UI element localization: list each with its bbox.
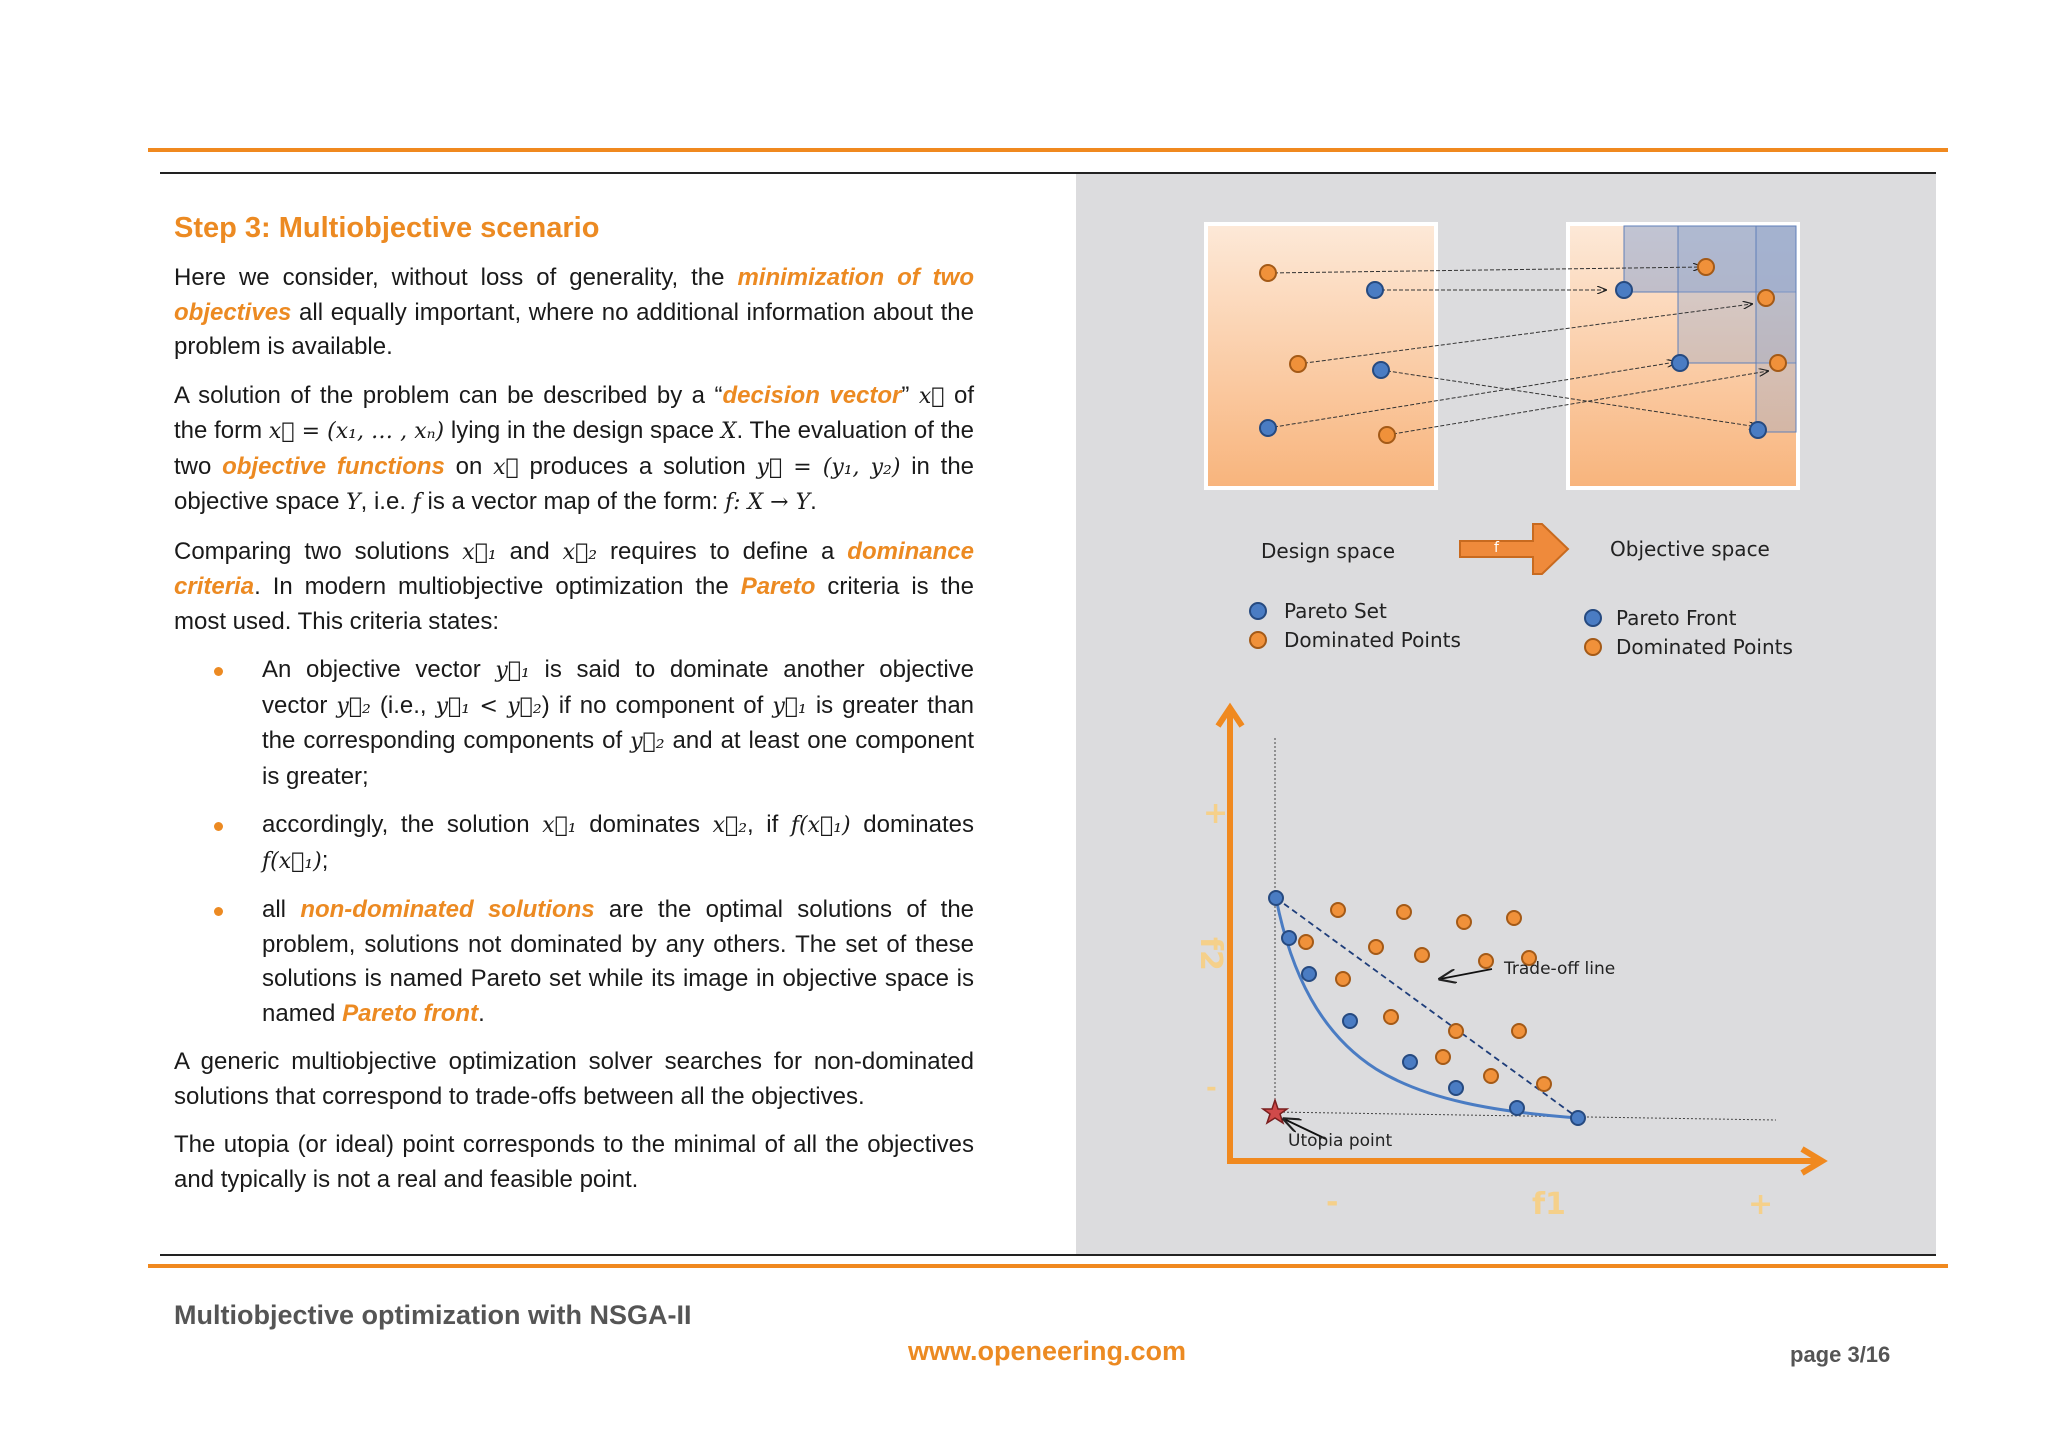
pareto-set-point xyxy=(1367,282,1383,298)
text: , if xyxy=(747,811,791,838)
dominated-point xyxy=(1299,935,1313,949)
dominated-point xyxy=(1758,290,1774,306)
legend-dominated-points: Dominated Points xyxy=(1616,635,1793,659)
pareto-front-point xyxy=(1510,1101,1524,1115)
text: A solution of the problem can be described by a “ xyxy=(174,381,723,409)
dominated-point xyxy=(1336,972,1350,986)
highlight-minimization: minimization of two objectives xyxy=(174,264,975,326)
paragraph-solver: A generic multiobjective optimization solver searches for non-dominated solutions that correspond to trade-offs between all the objectives. xyxy=(174,1048,974,1110)
dominated-points xyxy=(1299,903,1551,1091)
dominated-point xyxy=(1512,1024,1526,1038)
highlight-pareto-front: Pareto front xyxy=(342,999,479,1027)
pareto-front-point xyxy=(1571,1111,1585,1125)
math: x⃗₁ xyxy=(542,813,577,838)
math: y⃗ = (y₁, y₂) xyxy=(756,454,901,480)
math: x⃗₂ xyxy=(712,813,748,838)
design-space-label: Design space xyxy=(1261,539,1396,563)
math: Y xyxy=(346,490,361,515)
pareto-front-curve xyxy=(1276,898,1578,1118)
paragraph-decision-vector xyxy=(174,379,974,521)
list-item xyxy=(262,893,974,1031)
math: f xyxy=(412,490,421,515)
dominated-point xyxy=(1397,905,1411,919)
map-arrow-label: f xyxy=(1494,540,1499,556)
math: f(x⃗₁) xyxy=(790,813,851,838)
dominated-point xyxy=(1484,1069,1498,1083)
pareto-front-point xyxy=(1403,1055,1417,1069)
text: all xyxy=(262,896,301,923)
math: y⃗₂ xyxy=(336,693,371,719)
text: lying in the design space xyxy=(444,417,721,444)
text: in the objective space xyxy=(174,452,975,515)
pareto-front-point xyxy=(1672,355,1688,371)
top-orange-rule xyxy=(148,148,1948,152)
text: ” xyxy=(901,381,919,409)
highlight-objective-functions: objective functions xyxy=(222,452,445,480)
figure-panel xyxy=(1076,174,1936,1254)
f2-plus-label: + xyxy=(1203,796,1229,831)
trade-off-label: Trade-off line xyxy=(1504,959,1616,979)
text: ; xyxy=(321,846,329,874)
pareto-front-point xyxy=(1269,891,1283,905)
highlight-decision-vector: decision vector xyxy=(722,381,902,409)
text: dominates xyxy=(850,811,974,838)
math: y⃗₁ < y⃗₂ xyxy=(435,693,542,719)
design-space-box xyxy=(1206,224,1436,488)
pareto-front-point xyxy=(1343,1014,1357,1028)
text: on xyxy=(444,452,494,480)
highlight-pareto: Pareto xyxy=(740,573,816,600)
text-column xyxy=(174,212,974,1211)
math: y⃗₁ xyxy=(495,658,530,683)
dominated-point xyxy=(1479,954,1493,968)
pareto-front-point xyxy=(1616,282,1632,298)
legend-orange-dot-icon xyxy=(1250,632,1266,648)
f2-minus-label: - xyxy=(1206,1073,1217,1103)
text: . The evaluation of the two xyxy=(174,417,974,480)
highlight-non-dominated: non-dominated solutions xyxy=(300,896,595,923)
dominated-point xyxy=(1290,356,1306,372)
math: x⃗ xyxy=(493,454,519,480)
math: x⃗₂ xyxy=(562,539,598,565)
paragraph-intro xyxy=(174,261,974,365)
dominated-point xyxy=(1449,1024,1463,1038)
text: and at least one component is greater; xyxy=(262,727,974,790)
text: is greater than the corresponding components of xyxy=(262,691,975,754)
legend-pareto-front: Pareto Front xyxy=(1616,606,1737,630)
map-f-arrow-icon xyxy=(1460,524,1568,574)
text: is said to dominate another objective vector xyxy=(262,656,975,719)
dominated-point xyxy=(1770,355,1786,371)
criteria-list xyxy=(174,653,974,1031)
legend-blue-dot-icon xyxy=(1250,603,1266,619)
dominated-point xyxy=(1698,259,1714,275)
text: is a vector map of the form: xyxy=(420,488,725,515)
pareto-figure xyxy=(1076,174,1936,1254)
bullet-dot-icon xyxy=(214,907,223,916)
f1-minus-label: - xyxy=(1326,1185,1339,1220)
text: are the optimal solutions of the problem, solutions not dominated by any others. The set of these solutions is named Pareto set while its image in objective space is named xyxy=(262,896,975,1027)
footer-title: Multiobjective optimization with NSGA-II xyxy=(174,1300,692,1330)
text: criteria is the most used. This criteria states: xyxy=(174,573,974,635)
list-item xyxy=(262,808,974,879)
math: x⃗ xyxy=(918,383,945,409)
objective-space-label: Objective space xyxy=(1610,537,1770,561)
pareto-front-point xyxy=(1282,931,1296,945)
legend-orange-dot-icon xyxy=(1585,639,1601,655)
dominated-point xyxy=(1415,948,1429,962)
dominated-point xyxy=(1537,1077,1551,1091)
bottom-black-rule xyxy=(160,1254,1936,1256)
pareto-front-point xyxy=(1449,1081,1463,1095)
dominated-point xyxy=(1331,903,1345,917)
utopia-star-icon xyxy=(1263,1100,1287,1123)
section-heading: Step 3: Multiobjective scenario xyxy=(174,212,600,244)
f2-label: f2 xyxy=(1193,937,1228,971)
pareto-set-point xyxy=(1260,420,1276,436)
highlight-dominance-criteria: dominance criteria xyxy=(174,537,974,600)
trade-off-pointer-arrow xyxy=(1440,969,1492,979)
paragraph-utopia: The utopia (or ideal) point corresponds to the minimal of all the objectives and typically is not a real and feasible point. xyxy=(174,1131,974,1193)
text: accordingly, the solution xyxy=(262,811,543,838)
math: x⃗ = (x₁, … , xₙ) xyxy=(268,419,445,444)
legend-dominated-points: Dominated Points xyxy=(1284,628,1461,652)
dominated-point xyxy=(1436,1050,1450,1064)
text: An objective vector xyxy=(262,656,496,683)
paragraph-dominance xyxy=(174,535,974,640)
text: . xyxy=(478,999,485,1027)
dominated-region xyxy=(1756,226,1796,432)
pareto-front-point xyxy=(1302,967,1316,981)
f1-plus-label: + xyxy=(1748,1187,1774,1222)
text: Comparing two solutions xyxy=(174,537,463,565)
text: of the form xyxy=(174,381,975,444)
text: Here we consider, without loss of generality, the xyxy=(174,264,738,291)
legend-pareto-set: Pareto Set xyxy=(1284,599,1387,623)
dominated-point xyxy=(1457,915,1471,929)
trade-off-line xyxy=(1276,898,1578,1118)
text: . xyxy=(810,488,817,515)
dominated-point xyxy=(1379,427,1395,443)
math: X xyxy=(720,419,737,444)
dominated-point xyxy=(1384,1010,1398,1024)
math: y⃗₂ xyxy=(630,729,665,754)
text: dominates xyxy=(576,811,713,838)
pareto-front-point xyxy=(1750,422,1766,438)
f1-label: f1 xyxy=(1532,1187,1566,1222)
text: (i.e., xyxy=(370,691,436,719)
math: y⃗₁ xyxy=(772,693,807,719)
list-item xyxy=(262,653,974,794)
pareto-set-point xyxy=(1373,362,1389,378)
text: all equally important, where no additional information about the problem is available. xyxy=(174,298,974,360)
text: , i.e. xyxy=(360,488,413,515)
text: and xyxy=(496,537,563,565)
math: f: X → Y xyxy=(724,490,811,515)
dominated-point xyxy=(1507,911,1521,925)
bullet-dot-icon xyxy=(214,822,223,831)
legend-blue-dot-icon xyxy=(1585,610,1601,626)
page-number: page 3/16 xyxy=(1790,1342,1891,1367)
text: requires to define a xyxy=(597,537,848,565)
utopia-label: Utopia point xyxy=(1288,1131,1393,1151)
text: ) if no component of xyxy=(541,691,773,719)
dominated-point xyxy=(1369,940,1383,954)
math: f(x⃗₁) xyxy=(262,848,322,874)
dominated-point xyxy=(1260,265,1276,281)
text: . In modern multiobjective optimization the xyxy=(254,573,741,600)
math: x⃗₁ xyxy=(462,539,497,565)
bottom-orange-rule xyxy=(148,1264,1948,1268)
bullet-dot-icon xyxy=(214,667,223,676)
footer-website-link[interactable]: www.openeering.com xyxy=(908,1336,1187,1366)
text: produces a solution xyxy=(518,452,757,480)
